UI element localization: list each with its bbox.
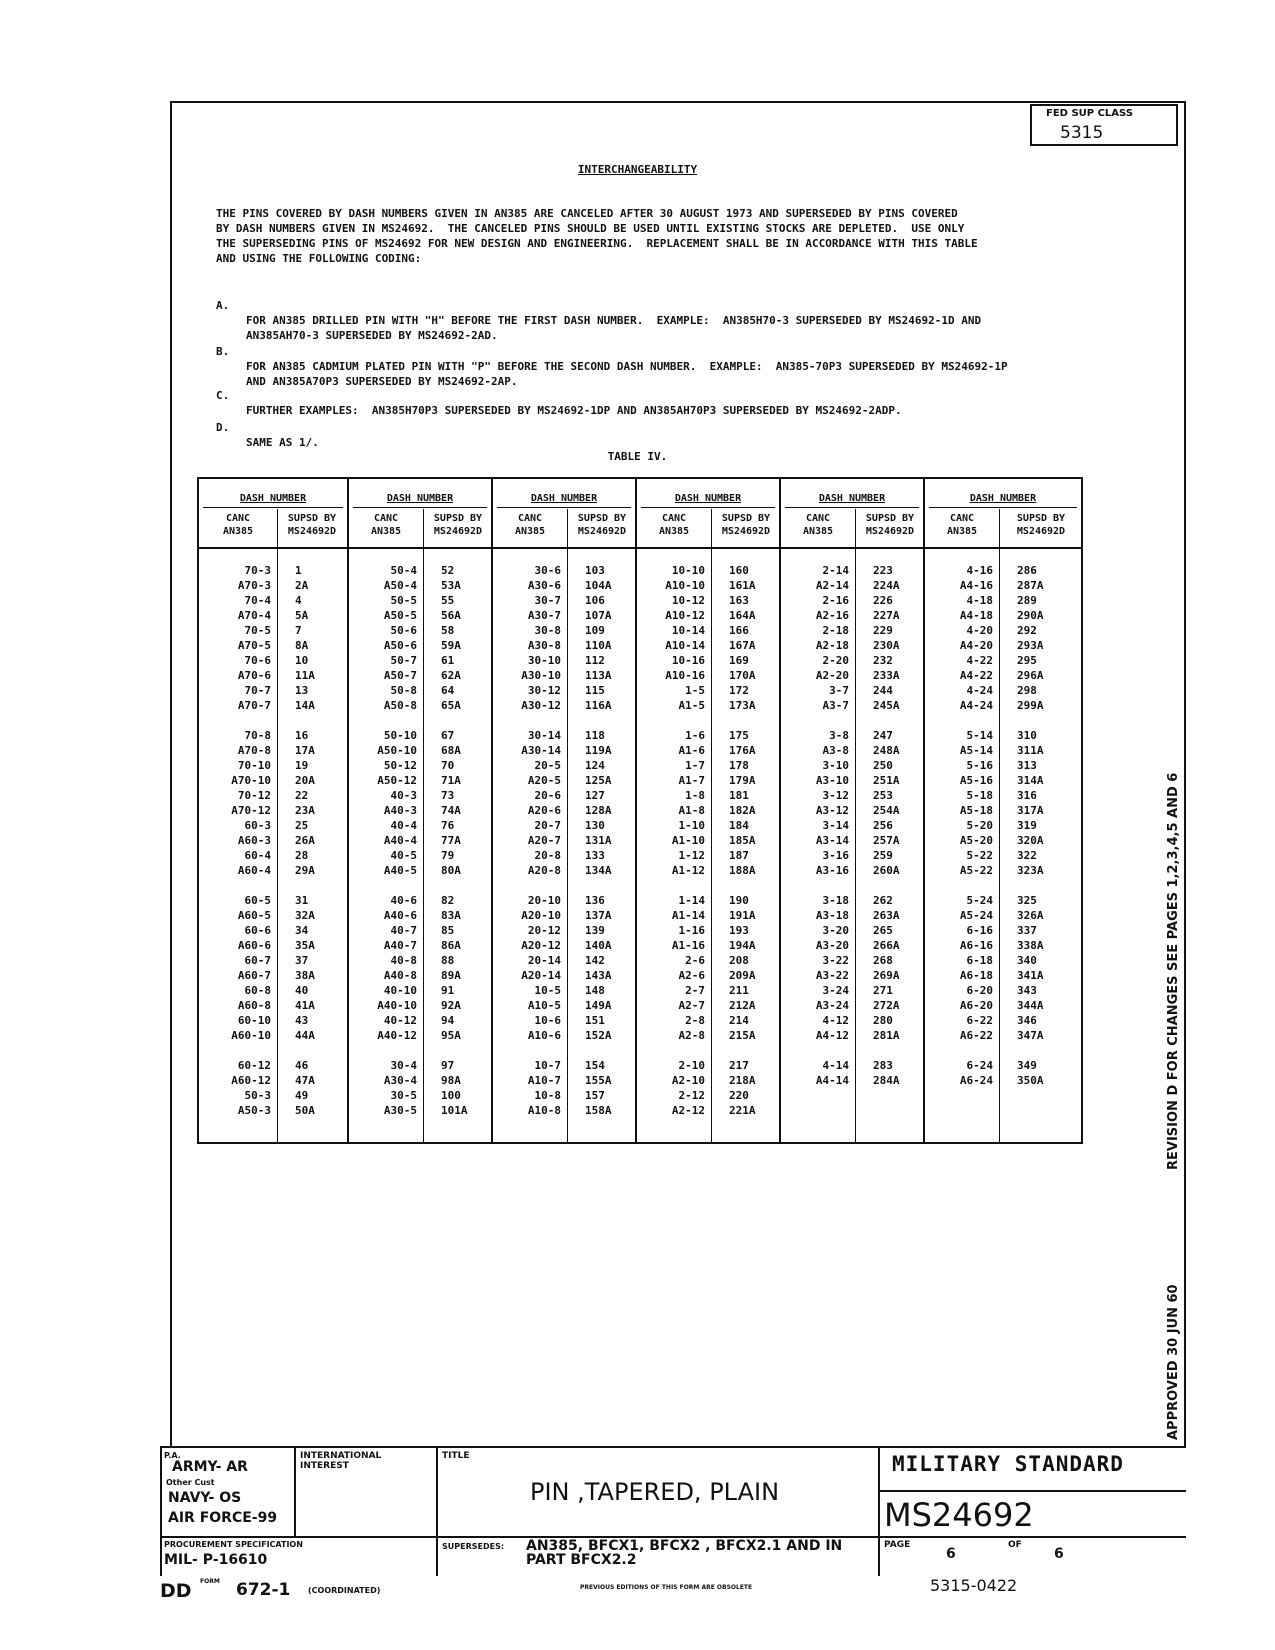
column-rule: [277, 509, 278, 1142]
note-a: [216, 283, 1116, 342]
table-caption: TABLE IV.: [607, 450, 668, 463]
canc-column-values: 2-14 A2-14 2-16 A2-16 2-18 A2-18 2-20 A2-20 3-7 A3-7 3-8 A3-8 3-10 A3-10 3-12 A3-12 3-14 A3-14 3-16 A3-16 3-18 A3-18 3-20 A3-20 3-22 A3-22 3-24 A3-24 4-12 A4-12 4-14 A4-14: [815, 564, 849, 1087]
form-label: FORM: [200, 1578, 220, 1585]
canc-column-values: 70-3 A70-3 70-4 A70-4 70-5 A70-5 70-6 A70-6 70-7 A70-7 70-8 A70-8 70-10 A70-10 70-12 A70-12 60-3 A60-3 60-4 A60-4 60-5 A60-5 60-6 A60-6 60-7 A60-7 60-8 A60-8 60-10 A60-10 60-12 A60-12 50-3 A50-3: [231, 564, 271, 1117]
previous-editions-note: PREVIOUS EDITIONS OF THIS FORM ARE OBSOLETE: [580, 1584, 753, 1591]
note-d: [216, 405, 1116, 449]
canc-column-values: 30-6 A30-6 30-7 A30-7 30-8 A30-8 30-10 A30-10 30-12 A30-12 30-14 A30-14 20-5 A20-5 20-6 A20-6 20-7 A20-7 20-8 A20-8 20-10 A20-10 20-12 A20-12 20-14 A20-14 10-5 A10-5 10-6 A10-6 10-7 A10-7 10-8 A10-8: [521, 564, 561, 1117]
note-c: [216, 373, 1116, 417]
title-block-rule-left: [160, 1448, 162, 1576]
canc-column-header: CANC AN385: [802, 513, 834, 537]
supsd-column-values: 160 161A 163 164A 166 167A 169 170A 172 173A 175 176A 178 179A 181 182A 184 185A 187 188A 190 191A 193 194A 208 209A 211 212A 214 215A 217 218A 220 221A: [729, 564, 756, 1117]
supsd-column-header: SUPSD BY MS24692D: [433, 513, 483, 537]
supersedes-line1: AN385, BFCX1, BFCX2 , BFCX2.1 AND IN: [526, 1538, 843, 1554]
fed-sup-class-value: 5315: [1060, 123, 1104, 143]
canc-column-values: 4-16 A4-16 4-18 A4-18 4-20 A4-20 4-22 A4-22 4-24 A4-24 5-14 A5-14 5-16 A5-16 5-18 A5-18 5-20 A5-20 5-22 A5-22 5-24 A5-24 6-16 A6-16 6-18 A6-18 6-20 A6-20 6-22 A6-22 6-24 A6-24: [959, 564, 993, 1087]
title-block-rule-4: [878, 1490, 1186, 1492]
supsd-column-values: 286 287A 289 290A 292 293A 295 296A 298 299A 310 311A 313 314A 316 317A 319 320A 322 323A 325 326A 337 338A 340 341A 343 344A 346 347A 349 350A: [1017, 564, 1044, 1087]
note-d-text: SAME AS 1/.: [246, 436, 319, 449]
pa-label: P.A.: [164, 1451, 181, 1460]
pa-value: ARMY- AR: [172, 1459, 248, 1475]
dash-number-group-6: [923, 479, 1081, 1142]
other-cust-navy: NAVY- OS: [168, 1490, 242, 1506]
document-title: PIN ,TAPERED, PLAIN: [530, 1478, 780, 1506]
fed-sup-class-label: FED SUP CLASS: [1046, 108, 1133, 119]
dash-number-group-1: [199, 479, 347, 1142]
military-standard-heading: MILITARY STANDARD: [892, 1452, 1124, 1476]
group-header-rule: [641, 507, 775, 508]
column-rule: [423, 509, 424, 1142]
of-value: 6: [1054, 1546, 1064, 1562]
standard-number: MS24692: [884, 1496, 1034, 1534]
other-cust-air-force: AIR FORCE-99: [168, 1510, 278, 1526]
canc-column-values: 50-4 A50-4 50-5 A50-5 50-6 A50-6 50-7 A50-7 50-8 A50-8 50-10 A50-10 50-12 A50-12 40-3 A40-3 40-4 A40-4 40-5 A40-5 40-6 A40-6 40-7 A40-7 40-8 A40-8 40-10 A40-10 40-12 A40-12 30-4 A30-4 30-5 A30-5: [377, 564, 417, 1117]
section-heading: INTERCHANGEABILITY: [577, 163, 698, 176]
canc-column-values: 10-10 A10-10 10-12 A10-12 10-14 A10-14 10-16 A10-16 1-5 A1-5 1-6 A1-6 1-7 A1-7 1-8 A1-8 1-10 A1-10 1-12 A1-12 1-14 A1-14 1-16 A1-16 2-6 A2-6 2-7 A2-7 2-8 A2-8 2-10 A2-10 2-12 A2-12: [665, 564, 705, 1117]
supsd-column-values: 1 2A 4 5A 7 8A 10 11A 13 14A 16 17A 19 20A 22 23A 25 26A 28 29A 31 32A 34 35A 37 38A 40 41A 43 44A 46 47A 49 50A: [295, 564, 315, 1117]
note-b-text: FOR AN385 CADMIUM PLATED PIN WITH "P" BEFORE THE SECOND DASH NUMBER. EXAMPLE: AN385-70P3 SUPERSEDED BY MS24692-1P AND AN385A70P3 SUPERSEDED BY MS24692-2AP.: [246, 360, 1008, 388]
note-d-label: D.: [216, 421, 230, 434]
other-cust-label: Other Cust: [166, 1478, 215, 1487]
fed-sup-class-box: [1030, 104, 1178, 146]
group-header: DASH NUMBER: [674, 493, 742, 504]
supersedes-line2: PART BFCX2.2: [526, 1552, 637, 1568]
canc-column-header: CANC AN385: [222, 513, 254, 537]
table-iv: [197, 477, 1083, 1144]
of-label: OF: [1008, 1540, 1022, 1550]
group-header-rule: [353, 507, 487, 508]
supsd-column-header: SUPSD BY MS24692D: [865, 513, 915, 537]
form-dd: DD: [160, 1580, 192, 1602]
canc-column-header: CANC AN385: [946, 513, 978, 537]
title-block-rule-1: [294, 1448, 296, 1536]
supsd-column-values: 103 104A 106 107A 109 110A 112 113A 115 116A 118 119A 124 125A 127 128A 130 131A 133 134A 136 137A 139 140A 142 143A 148 149A 151 152A 154 155A 157 158A: [585, 564, 612, 1117]
doc-number: 5315-0422: [930, 1576, 1018, 1595]
column-rule: [711, 509, 712, 1142]
note-a-label: A.: [216, 299, 230, 312]
dash-number-group-4: [635, 479, 779, 1142]
supsd-column-header: SUPSD BY MS24692D: [287, 513, 337, 537]
note-b: [216, 329, 1116, 388]
group-header-rule: [929, 507, 1077, 508]
note-a-text: FOR AN385 DRILLED PIN WITH "H" BEFORE THE FIRST DASH NUMBER. EXAMPLE: AN385H70-3 SUPERSEDED BY MS24692-1D AND AN385AH70-3 SUPERSEDED BY MS24692-2AD.: [246, 314, 982, 342]
supersedes-label: SUPERSEDES:: [442, 1542, 505, 1551]
international-interest-label: INTERNATIONAL INTEREST: [300, 1451, 382, 1471]
canc-column-header: CANC AN385: [370, 513, 402, 537]
column-rule: [999, 509, 1000, 1142]
note-c-label: C.: [216, 389, 230, 402]
procurement-value: MIL- P-16610: [164, 1552, 268, 1568]
revision-note: REVISION D FOR CHANGES SEE PAGES 1,2,3,4,5 AND 6: [1166, 772, 1181, 1170]
group-header: DASH NUMBER: [818, 493, 886, 504]
approved-note: APPROVED 30 JUN 60: [1166, 1284, 1181, 1440]
page-label: PAGE: [884, 1540, 911, 1550]
title-label: TITLE: [442, 1451, 470, 1461]
canc-column-header: CANC AN385: [514, 513, 546, 537]
group-header-rule: [203, 507, 343, 508]
group-header: DASH NUMBER: [969, 493, 1037, 504]
group-header-rule: [497, 507, 631, 508]
form-coordinated: (COORDINATED): [308, 1586, 381, 1595]
note-c-text: FURTHER EXAMPLES: AN385H70P3 SUPERSEDED BY MS24692-1DP AND AN385AH70P3 SUPERSEDED BY MS24692-2ADP.: [246, 404, 902, 417]
group-header-rule: [785, 507, 919, 508]
dash-number-group-3: [491, 479, 635, 1142]
supsd-column-values: 223 224A 226 227A 229 230A 232 233A 244 245A 247 248A 250 251A 253 254A 256 257A 259 260A 262 263A 265 266A 268 269A 271 272A 280 281A 283 284A: [873, 564, 900, 1087]
column-rule: [567, 509, 568, 1142]
note-b-label: B.: [216, 345, 230, 358]
supsd-column-header: SUPSD BY MS24692D: [1016, 513, 1066, 537]
supsd-column-header: SUPSD BY MS24692D: [577, 513, 627, 537]
supsd-column-header: SUPSD BY MS24692D: [721, 513, 771, 537]
page-value: 6: [946, 1546, 956, 1562]
dash-number-group-2: [347, 479, 491, 1142]
title-block: [160, 1446, 1186, 1576]
title-block-rule-2: [436, 1448, 438, 1576]
column-rule: [855, 509, 856, 1142]
group-header: DASH NUMBER: [530, 493, 598, 504]
dash-number-group-5: [779, 479, 923, 1142]
procurement-label: PROCUREMENT SPECIFICATION: [164, 1540, 303, 1549]
intro-paragraph: THE PINS COVERED BY DASH NUMBERS GIVEN IN AN385 ARE CANCELED AFTER 30 AUGUST 1973 AND SUPERSEDED BY PINS COVERED BY DASH NUMBERS GIVEN IN MS24692. THE CANCELED PINS SHOULD BE USED UNTIL EXISTING STOCKS ARE DEPLETED. USE ONLY THE SUPERSEDING PINS OF MS24692 FOR NEW DESIGN AND ENGINEERING. REPLACEMENT SHALL BE IN ACCORDANCE WITH THIS TABLE AND USING THE FOLLOWING CODING:: [216, 207, 978, 265]
form-number: 672-1: [236, 1580, 291, 1600]
title-block-rule-3: [878, 1448, 880, 1576]
group-header: DASH NUMBER: [239, 493, 307, 504]
supsd-column-values: 52 53A 55 56A 58 59A 61 62A 64 65A 67 68A 70 71A 73 74A 76 77A 79 80A 82 83A 85 86A 88 89A 91 92A 94 95A 97 98A 100 101A: [441, 564, 468, 1117]
canc-column-header: CANC AN385: [658, 513, 690, 537]
group-header: DASH NUMBER: [386, 493, 454, 504]
